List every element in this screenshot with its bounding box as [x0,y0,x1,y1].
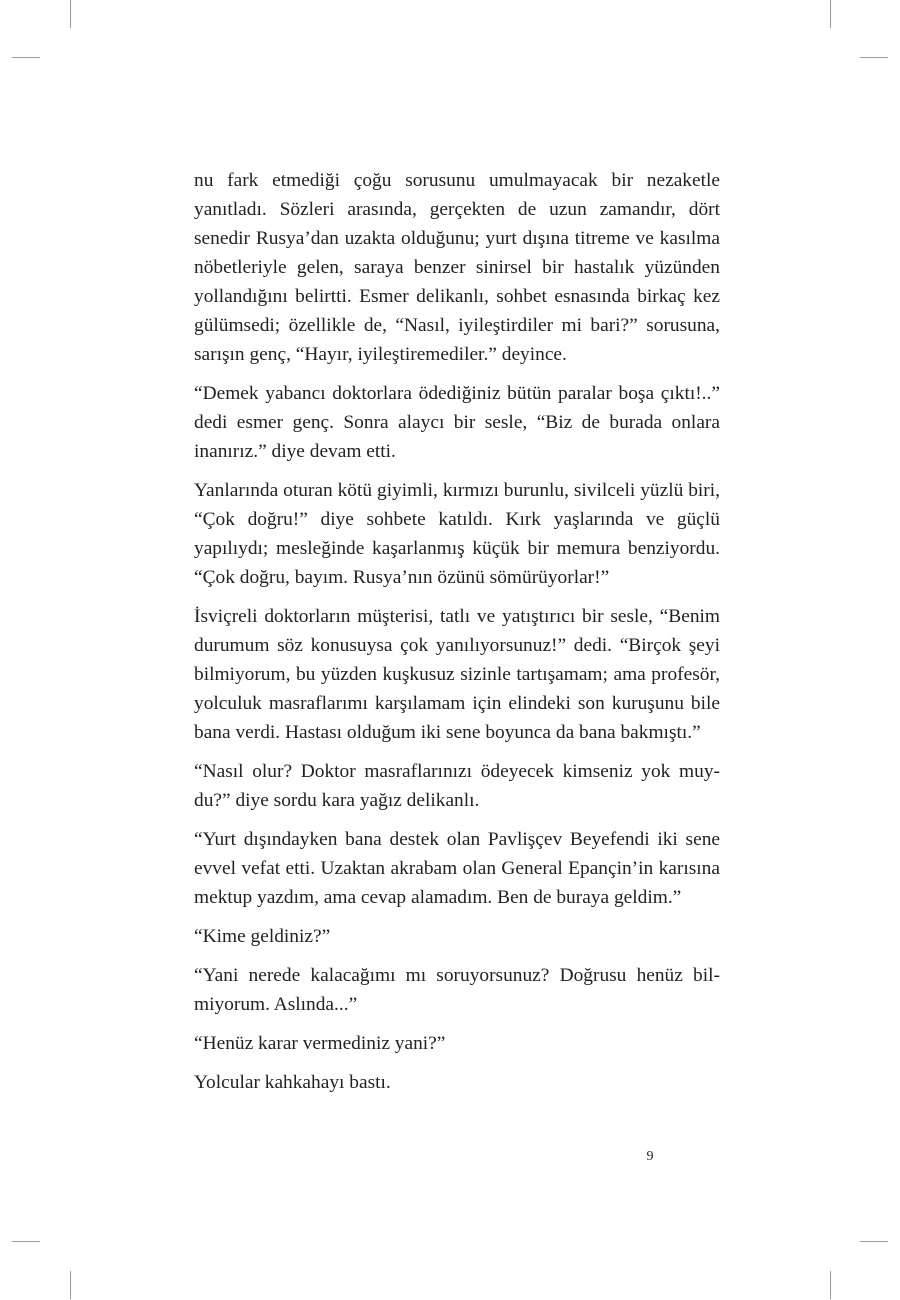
paragraph: “Yurt dışındayken bana destek olan Pavlişçev Beyefendi iki sene evvel vefat etti. Uzaktan akrabam olan General Epançin’in karısına mektup yazdım, ama cevap alamadım. Ben de buraya geldim.” [194,829,720,908]
paragraph: “Henüz karar vermediniz yani?” [194,1033,446,1054]
crop-mark-top-right-vertical [830,0,831,28]
crop-mark-top-left-vertical [70,0,71,28]
body-text [194,166,720,1107]
paragraph: Yanlarında oturan kötü giyimli, kırmızı burunlu, sivilceli yüzlü biri, “Çok doğru!” diye sohbete katıldı. Kırk yaşlarında ve güçlü yapılıydı; mesleğinde kaşarlanmış küçük bir memura benziyordu. “Çok doğru, bayım. Rusya’nın özünü sömürüyorlar!” [194,480,720,588]
crop-mark-bottom-left-vertical [70,1271,71,1299]
paragraph: “Kime geldiniz?” [194,926,331,947]
crop-mark-bottom-right-vertical [830,1271,831,1299]
paragraph: “Nasıl olur? Doktor masraflarınızı ödeyecek kimseniz yok muydu?” diye sordu kara yağız delikanlı. [194,761,720,811]
paragraph: İsviçreli doktorların müşterisi, tatlı ve yatıştırıcı bir sesle, “Benim durumum söz konusuysa çok yanılıyorsunuz!” dedi. “Birçok şeyi bilmiyorum, bu yüzden kuşkusuz sizinle tartışamam; ama profesör, yolculuk masraflarımı karşılamam için elindeki son kuruşunu bile bana verdi. Hastası olduğum iki sene boyunca da bana bakmıştı.” [194,606,720,743]
paragraph: Yolcular kahkahayı bastı. [194,1072,391,1093]
paragraph: “Demek yabancı doktorlara ödediğiniz bütün paralar boşa çıktı!..” dedi esmer genç. Sonra alaycı bir sesle, “Biz de burada onlara inanırız.” diye devam etti. [194,383,720,462]
crop-mark-bottom-right-horizontal [860,1241,888,1242]
paragraph: “Yani nerede kalacağımı mı soruyorsunuz? Doğrusu henüz bilmiyorum. Aslında...” [194,965,720,1015]
paragraph: nu fark etmediği çoğu sorusunu umulmayacak bir nezaketle yanıtladı. Sözleri arasında, gerçekten de uzun zamandır, dört senedir Rusya’dan uzakta olduğunu; yurt dışına titreme ve kasılma nöbetleriyle gelen, saraya benzer sinirsel bir hastalık yüzünden yollandığını belirtti. Esmer delikanlı, sohbet esnasında birkaç kez gülümsedi; özellikle de, “Nasıl, iyileştirdiler mi bari?” sorusuna, sarışın genç, “Hayır, iyileştiremediler.” deyince. [194,170,720,365]
crop-mark-top-right-horizontal [860,57,888,58]
crop-mark-top-left-horizontal [12,57,40,58]
page-number: 9 [646,1149,654,1164]
crop-mark-bottom-left-horizontal [12,1241,40,1242]
